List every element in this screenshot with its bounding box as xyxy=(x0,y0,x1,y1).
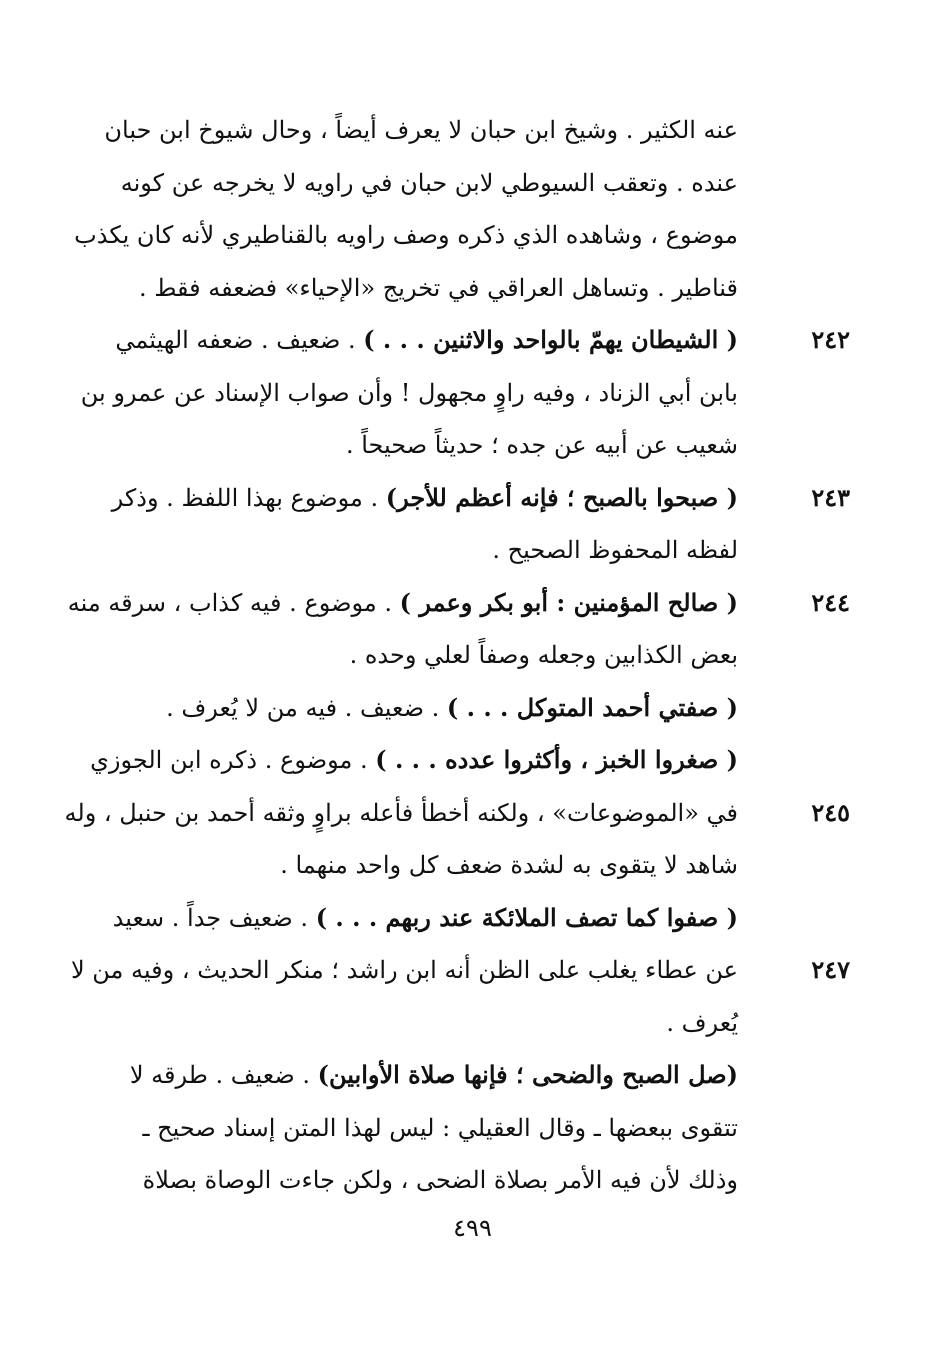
text-line xyxy=(80,367,738,419)
commentary-text: بعض الكذابين وجعله وصفاً لعلي وحده . xyxy=(349,641,738,669)
commentary-text: . موضوع . فيه كذاب ، سرقه منه xyxy=(67,588,400,617)
text-line xyxy=(67,577,738,629)
commentary-text: يُعرف . xyxy=(666,1008,738,1037)
hadith-title: ( الشيطان يهمّ بالواحد والاثنين . . . ) xyxy=(363,325,738,354)
hadith-title: ( صغروا الخبز ، وأكثروا عدده . . . ) xyxy=(375,745,738,774)
hadith-title: ( صالح المؤمنين : أبو بكر وعمر ) xyxy=(399,587,738,617)
text-line xyxy=(108,419,738,471)
commentary-text: في «الموضوعات» ، ولكنه أخطأ فأعله براوٍ وثقه أحمد بن حنبل ، وله xyxy=(64,798,738,827)
commentary-text: عن عطاء يغلب على الظن أنه ابن راشد ؛ منكر الحديث ، وفيه من لا xyxy=(70,956,738,984)
hadith-title: ( صفتي أحمد المتوكل . . . ) xyxy=(446,692,738,722)
commentary-text: وذلك لأن فيه الأمر بصلاة الضحى ، ولكن جاءت الوصاة بصلاة xyxy=(142,1166,738,1194)
text-line xyxy=(108,314,738,366)
hadith-title: (صل الصبح والضحى ؛ فإنها صلاة الأوابين) xyxy=(317,1060,738,1089)
text-line xyxy=(108,892,738,944)
text-line xyxy=(108,1102,738,1154)
hadith-title: ( صبحوا بالصبح ؛ فإنه أعظم للأجر) xyxy=(385,482,738,512)
entry-number: ٢٤٢ xyxy=(811,325,850,354)
commentary-text: قناطير . وتساهل العراقي في تخريج «الإحياء» فضعفه فقط . xyxy=(138,273,738,302)
commentary-text: موضوع ، وشاهده الذي ذكره وصف راويه بالقناطيري لأنه كان يكذب xyxy=(74,221,738,249)
text-line xyxy=(108,839,738,891)
entry-number: ٢٤٧ xyxy=(811,955,850,984)
text-line xyxy=(108,262,738,314)
commentary-text: . ضعيف . ضعفه الهيثمي xyxy=(115,326,364,354)
commentary-text: عنه الكثير . وشيخ ابن حبان لا يعرف أيضاً ، وحال شيوخ ابن حبان xyxy=(104,116,738,144)
commentary-text: . موضوع . ذكره ابن الجوزي xyxy=(90,746,376,774)
text-line xyxy=(74,209,738,261)
commentary-text: لفظه المحفوظ الصحيح . xyxy=(492,536,738,564)
text-line xyxy=(108,524,738,576)
page-number: ٤٩٩ xyxy=(453,1214,492,1242)
commentary-text: عنده . وتعقب السيوطي لابن حبان في راويه لا يخرجه عن كونه xyxy=(120,168,738,197)
commentary-text: شعيب عن أبيه عن جده ؛ حديثاً صحيحاً . xyxy=(345,431,738,459)
text-line xyxy=(108,997,738,1049)
text-line xyxy=(90,734,738,786)
text-line xyxy=(104,104,738,156)
entry-number: ٢٤٤ xyxy=(811,587,850,617)
commentary-text: شاهد لا يتقوى به لشدة ضعف كل واحد منهما . xyxy=(280,851,738,879)
text-line xyxy=(108,1049,738,1101)
entry-number: ٢٤٣ xyxy=(811,482,850,512)
text-line xyxy=(108,472,738,524)
commentary-text: . ضعيف . فيه من لا يُعرف . xyxy=(166,693,447,722)
text-line xyxy=(108,157,738,209)
text-line xyxy=(70,944,738,996)
commentary-text: . موضوع بهذا اللفظ . وذكر xyxy=(111,483,386,512)
entry-number: ٢٤٥ xyxy=(811,797,850,827)
hadith-title: ( صفوا كما تصف الملائكة عند ربهم . . . ) xyxy=(315,902,738,932)
commentary-text: بابن أبي الزناد ، وفيه راوٍ مجهول ! وأن صواب الإسناد عن عمرو بن xyxy=(80,378,738,407)
text-line xyxy=(108,1154,738,1206)
commentary-text: تتقوى ببعضها ـ وقال العقيلي : ليس لهذا المتن إسناد صحيح ـ xyxy=(142,1113,738,1142)
text-line xyxy=(108,629,738,681)
commentary-text: . ضعيف . طرقه لا xyxy=(129,1061,318,1089)
commentary-text: . ضعيف جداً . سعيد xyxy=(112,903,316,932)
text-line xyxy=(64,787,738,839)
text-line xyxy=(108,682,738,734)
